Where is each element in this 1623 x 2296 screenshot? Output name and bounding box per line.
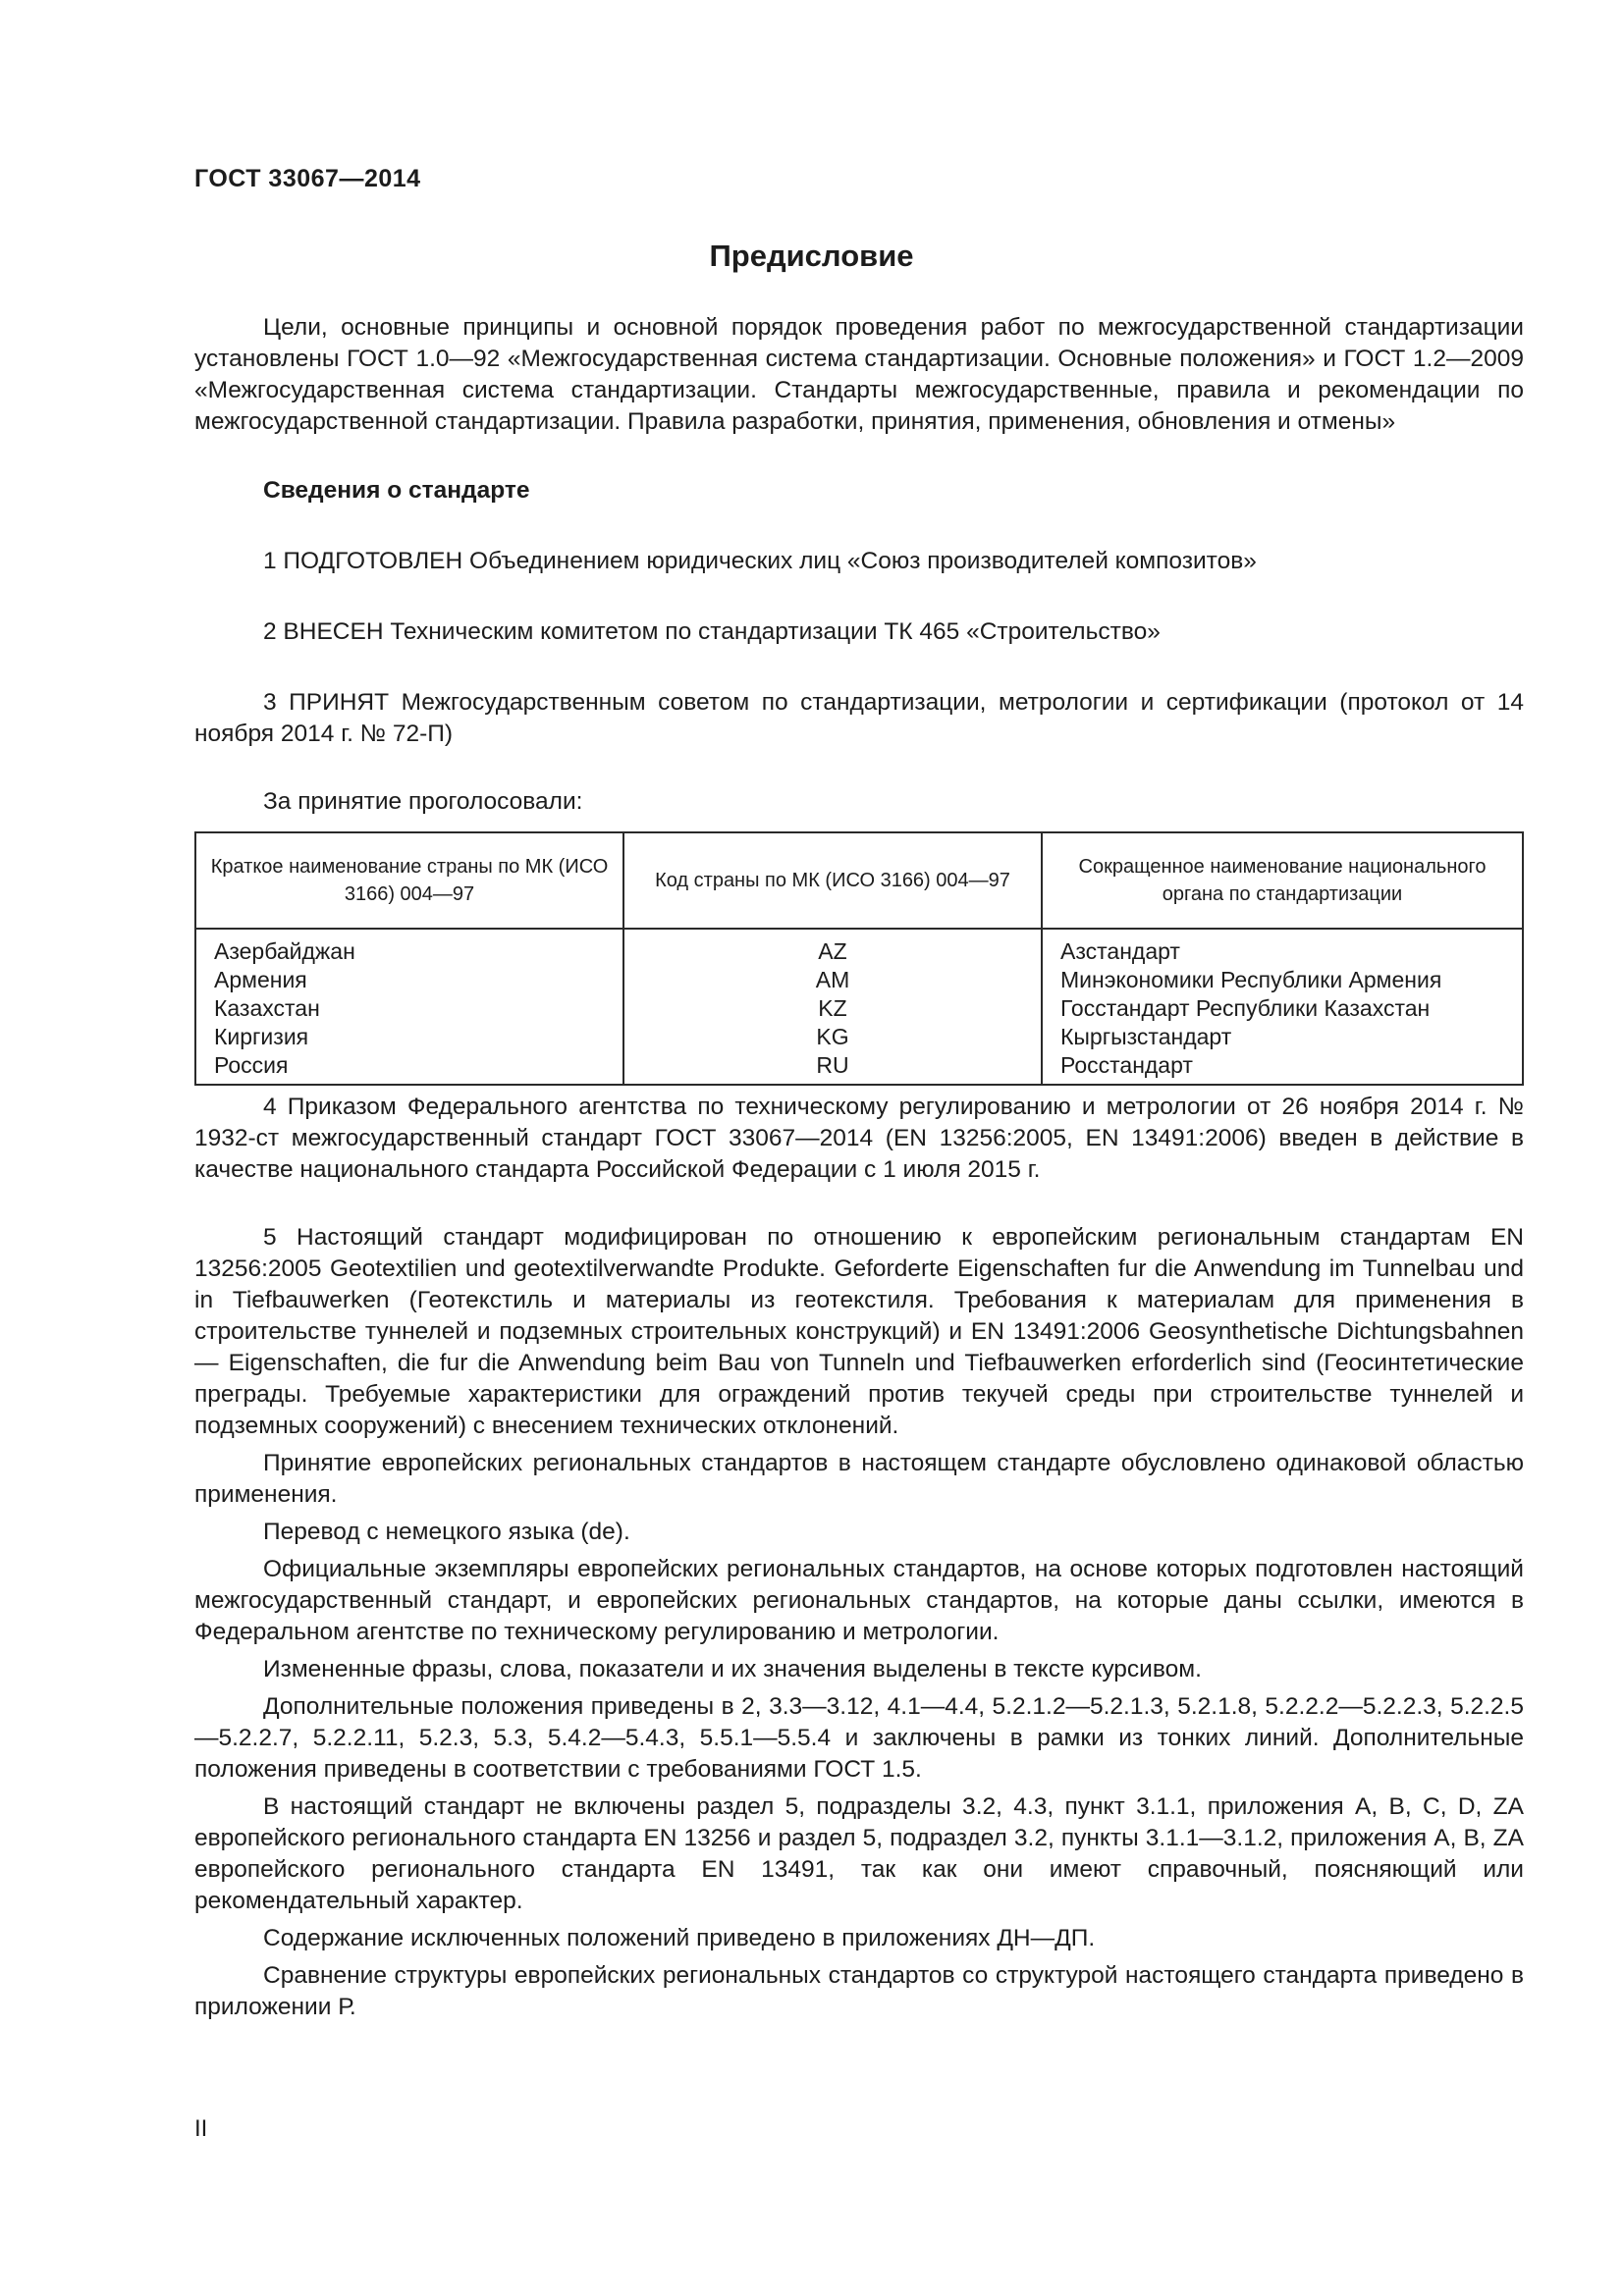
- country-code-cell: AM: [623, 966, 1042, 994]
- table-row: [195, 966, 1523, 994]
- header-country-code: Код страны по МК (ИСО 3166) 004—97: [623, 832, 1042, 929]
- item-5-excluded-content-paragraph: Содержание исключенных положений приведено в приложениях ДН—ДП.: [263, 1925, 1096, 1951]
- table-row: [195, 994, 1523, 1023]
- country-name-cell: Казахстан: [195, 994, 623, 1023]
- item-5-italics-paragraph: Измененные фразы, слова, показатели и их значения выделены в тексте курсивом.: [263, 1656, 1202, 1682]
- table-row: [195, 929, 1523, 966]
- country-code-cell: KZ: [623, 994, 1042, 1023]
- national-body-cell: Росстандарт: [1042, 1051, 1523, 1085]
- table-row: [195, 1051, 1523, 1085]
- country-code-cell: RU: [623, 1051, 1042, 1085]
- item-5-official-copies-paragraph: Официальные экземпляры европейских региональных стандартов, на основе которых подготовлен настоящий межгосударственный стандарт, и европейских региональных стандартов, на которые даны ссылки, имеются в Федеральном агентстве по техническому регулированию и метрологии.: [194, 1556, 1524, 1645]
- item-5-translation-paragraph: Перевод с немецкого языка (de).: [263, 1519, 630, 1545]
- table-row: [195, 1023, 1523, 1051]
- header-country-name: Краткое наименование страны по МК (ИСО 3166) 004—97: [195, 832, 623, 929]
- national-body-cell: Кыргызстандарт: [1042, 1023, 1523, 1051]
- header-national-body: Сокращенное наименование национального органа по стандартизации: [1042, 832, 1523, 929]
- body-text: [194, 312, 1524, 2023]
- item-5-structure-comparison-paragraph: Сравнение структуры европейских региональных стандартов со структурой настоящего стандарта приведено в приложении Р.: [194, 1962, 1524, 2020]
- national-body-cell: Азстандарт: [1042, 929, 1523, 966]
- item-5-additional-provisions-paragraph: Дополнительные положения приведены в 2, 3.3—3.12, 4.1—4.4, 5.2.1.2—5.2.1.3, 5.2.1.8, 5.2.2.2—5.2.2.3, 5.2.2.5—5.2.2.7, 5.2.2.11, 5.2.3, 5.3, 5.4.2—5.4.3, 5.5.1—5.5.4 и заключены в рамки из тонких линий. Дополнительные положения приведены в соответствии с требованиями ГОСТ 1.5.: [194, 1693, 1524, 1783]
- intro-paragraph: Цели, основные принципы и основной порядок проведения работ по межгосударственной стандартизации установлены ГОСТ 1.0—92 «Межгосударственная система стандартизации. Основные положения» и ГОСТ 1.2—2009 «Межгосударственная система стандартизации. Стандарты межгосударственные, правила и рекомендации по межгосударственной стандартизации. Правила разработки, принятия, применения, обновления и отмены»: [194, 314, 1524, 435]
- country-code-cell: AZ: [623, 929, 1042, 966]
- page-title: Предисловие: [709, 239, 914, 273]
- item-5-scope-paragraph: Принятие европейских региональных стандартов в настоящем стандарте обусловлено одинаковой областью применения.: [194, 1450, 1524, 1508]
- page-number: II: [194, 2115, 208, 2142]
- national-body-cell: Минэкономики Республики Армения: [1042, 966, 1523, 994]
- country-code-cell: KG: [623, 1023, 1042, 1051]
- votes-table-header-row: [195, 832, 1523, 929]
- document-id: ГОСТ 33067—2014: [194, 165, 421, 192]
- votes-intro: За принятие проголосовали:: [263, 788, 583, 815]
- item-5-paragraph: 5 Настоящий стандарт модифицирован по отношению к европейским региональным стандартам EN 13256:2005 Geotextilien und geotextilverwandte Produkte. Geforderte Eigenschaften fur die Anwendung im Tunnelbau und in Tiefbauwerken (Геотекстиль и материалы из геотекстиля. Требования к материалам для применения в строительстве туннелей и подземных строительных конструкций) и EN 13491:2006 Geosynthetische Dichtungsbahnen — Eigenschaften, die fur die Anwendung beim Bau von Tunneln und Tiefbauwerken erforderlich sind (Геосинтетические преграды. Требуемые характеристики для ограждений против текучей среды при строительстве туннелей и подземных сооружений) с внесением технических отклонений.: [194, 1224, 1524, 1439]
- item-5-excluded-sections-paragraph: В настоящий стандарт не включены раздел 5, подразделы 3.2, 4.3, пункт 3.1.1, приложения А, В, С, D, ZA европейского регионального стандарта EN 13256 и раздел 5, подраздел 3.2, пункты 3.1.1—3.1.2, приложения А, В, ZA европейского регионального стандарта EN 13491, так как они имеют справочный, поясняющий или рекомендательный характер.: [194, 1793, 1524, 1914]
- country-name-cell: Азербайджан: [195, 929, 623, 966]
- item-3-paragraph: 3 ПРИНЯТ Межгосударственным советом по стандартизации, метрологии и сертификации (протокол от 14 ноября 2014 г. № 72-П): [194, 689, 1524, 747]
- national-body-cell: Госстандарт Республики Казахстан: [1042, 994, 1523, 1023]
- country-name-cell: Россия: [195, 1051, 623, 1085]
- country-name-cell: Армения: [195, 966, 623, 994]
- standard-info-heading: Сведения о стандарте: [263, 477, 530, 504]
- country-name-cell: Киргизия: [195, 1023, 623, 1051]
- item-4-paragraph: 4 Приказом Федерального агентства по техническому регулированию и метрологии от 26 ноября 2014 г. № 1932-ст межгосударственный стандарт ГОСТ 33067—2014 (EN 13256:2005, EN 13491:2006) введен в действие в качестве национального стандарта Российской Федерации с 1 июля 2015 г.: [194, 1094, 1524, 1183]
- item-2-paragraph: 2 ВНЕСЕН Техническим комитетом по стандартизации ТК 465 «Строительство»: [263, 618, 1161, 645]
- item-1-paragraph: 1 ПОДГОТОВЛЕН Объединением юридических лиц «Союз производителей композитов»: [263, 548, 1257, 574]
- votes-table: [194, 831, 1524, 1086]
